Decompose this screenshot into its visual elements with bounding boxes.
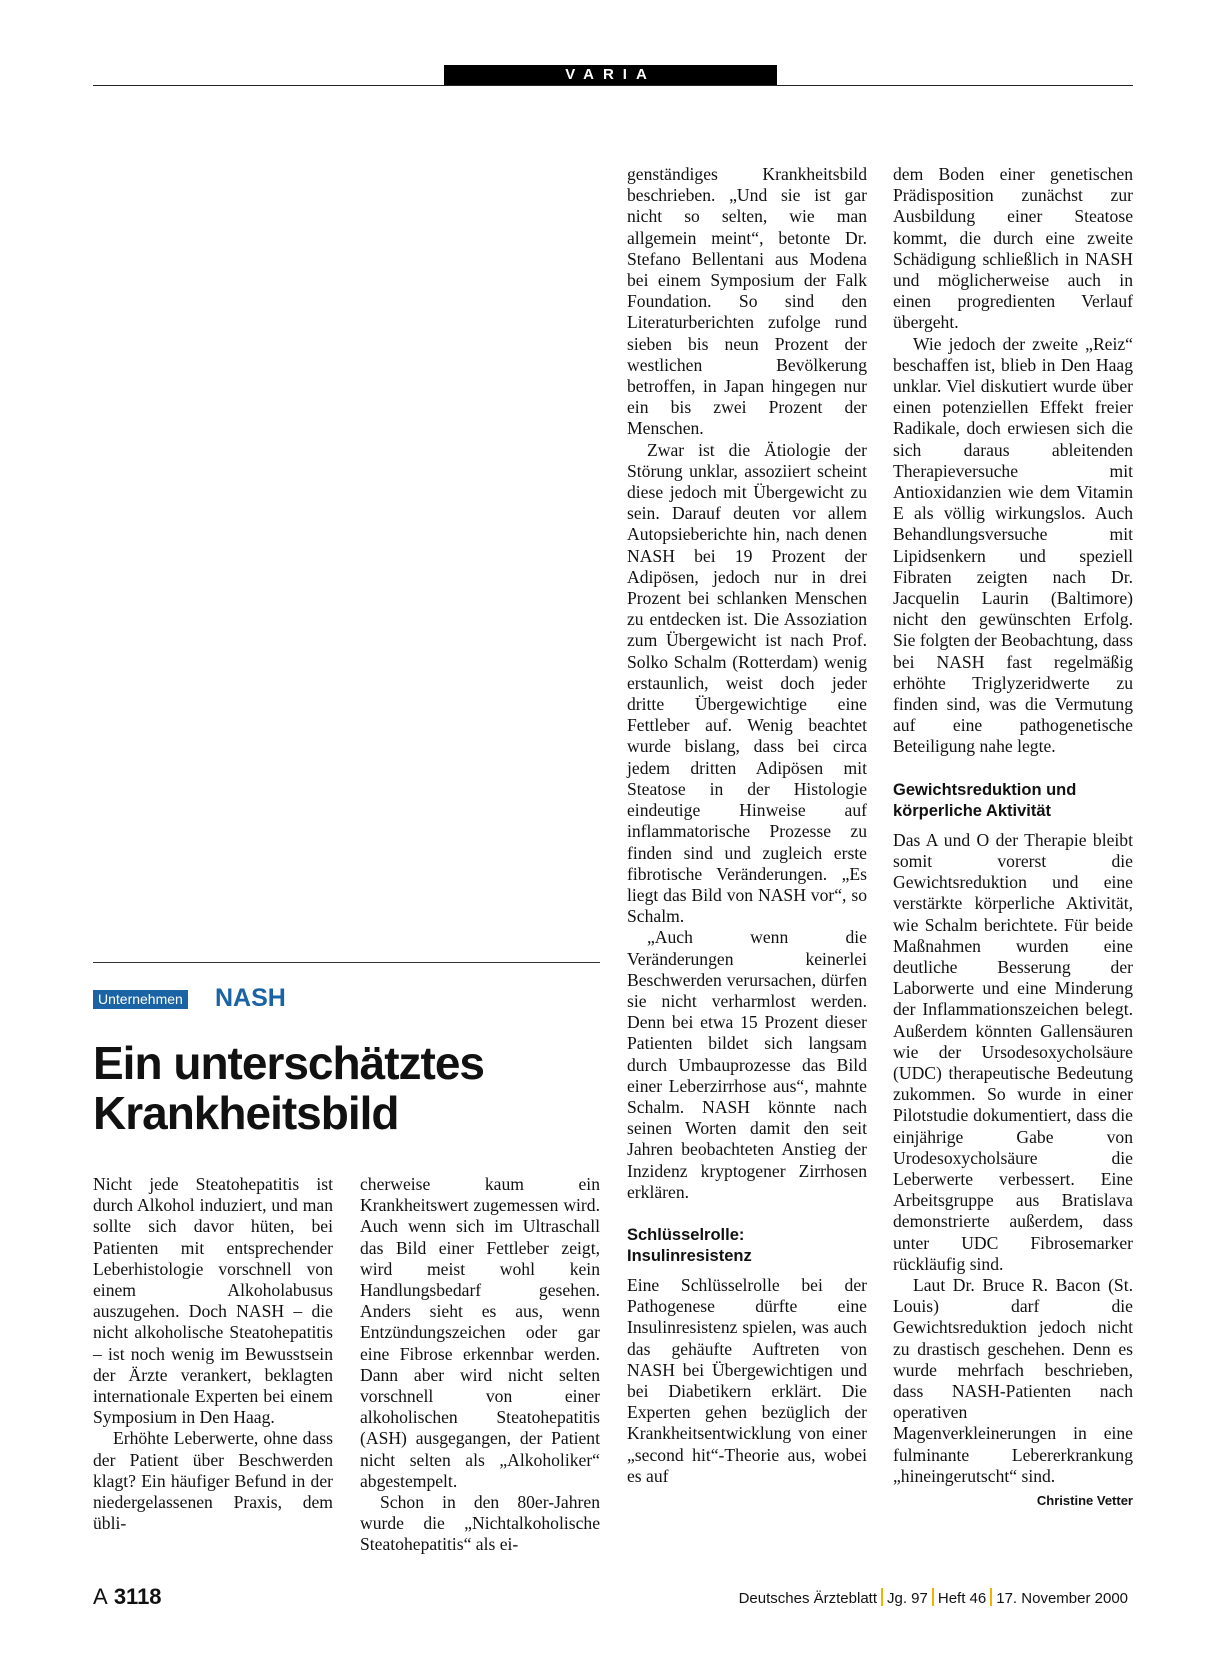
column-2 (360, 1174, 600, 1556)
paragraph: Erhöhte Leberwerte, ohne dass der Patient über Beschwerden klagt? Ein häufiger Befund in der niedergelassenen Praxis, dem übli- (93, 1428, 333, 1534)
section-label: VARIA (444, 65, 777, 85)
subheading-therapy: Gewichtsreduktion und körperliche Aktivität (893, 780, 1077, 820)
paragraph: Schon in den 80er-Jahren wurde die „Nichtalkoholische Steatohepatitis“ als ei- (360, 1492, 600, 1555)
subheading-insulin: Schlüsselrolle: Insulinresistenz (627, 1225, 752, 1265)
headline-line-1: Ein unterschätztes (93, 1037, 484, 1089)
paragraph: genständiges Krankheitsbild beschrieben. „Und sie ist gar nicht so selten, wie man allgemein meint“, betonte Dr. Stefano Bellentani aus Modena bei einem Symposium der Falk Foundation. So sind den Literaturberichten zufolge rund sieben bis neun Prozent der westlichen Bevölkerung betroffen, in Japan hingegen nur ein bis zwei Prozent der Menschen. (627, 164, 867, 439)
page-number (93, 1584, 162, 1610)
journal-volume: Jg. 97 (887, 1590, 928, 1607)
page-prefix: A (93, 1584, 108, 1609)
headline-rule (93, 962, 600, 963)
headline-line-2: Krankheitsbild (93, 1087, 399, 1139)
paragraph: cherweise kaum ein Krankheitswert zugemessen wird. Auch wenn sich im Ultraschall das Bild einer Fettleber zeigt, wird meist wohl kein Handlungsbedarf gesehen. Anders sieht es aus, wenn Entzündungszeichen oder gar eine Fibrose erkennbar werden. Dann aber wird nicht selten vorschnell von einer alkoholischen Steatohepatitis (ASH) ausgegangen, der Patient nicht selten als „Alkoholiker“ abgestempelt. (360, 1174, 600, 1491)
separator (881, 1588, 883, 1606)
paragraph: Nicht jede Steatohepatitis ist durch Alkohol induziert, und man sollte sich davor hüten, bei Patienten mit entsprechender Leberhistologie vorschnell von einem Alkoholabusus auszugehen. Doch NASH – die nicht alkoholische Steatohepatitis – ist noch wenig im Bewusstsein der Ärzte verankert, beklagten internationale Experten bei einem Symposium in Den Haag. (93, 1174, 333, 1428)
column-4 (893, 164, 1133, 1511)
separator (990, 1588, 992, 1606)
paragraph: Eine Schlüsselrolle bei der Pathogenese dürfte eine Insulinresistenz spielen, was auch das gehäufte Auftreten von NASH bei Übergewichtigen und bei Diabetikern erklärt. Die Experten gehen bezüglich der Krankheitsentwicklung von einer „second hit“-Theorie aus, wobei es auf (627, 1274, 867, 1486)
paragraph: Das A und O der Therapie bleibt somit vorerst die Gewichtsreduktion und eine verstärkte körperliche Aktivität, wie Schalm berichtete. Für beide Maßnahmen wurden eine deutliche Besserung der Laborwerte und eine Minderung der Inflammationszeichen belegt. Außerdem könnten Gallensäuren wie der Ursodesoxycholsäure (UDC) therapeutische Bedeutung zukommen. So wurde in einer Pilotstudie dokumentiert, dass die einjährige Gabe von Urodesoxycholsäure die Leberwerte verbessert. Eine Arbeitsgruppe aus Bratislava demonstrierte außerdem, dass unter UDC Fibrosemarker rückläufig sind. (893, 829, 1133, 1274)
journal-name: Deutsches Ärzteblatt (738, 1590, 877, 1607)
category-badge: Unternehmen (93, 990, 188, 1009)
article-kicker: NASH (215, 984, 286, 1012)
journal-info (739, 1588, 1128, 1607)
separator (932, 1588, 934, 1606)
journal-date: 17. November 2000 (996, 1590, 1128, 1607)
paragraph: Laut Dr. Bruce R. Bacon (St. Louis) darf die Gewichtsreduktion jedoch nicht zu drastisch geschehen. Denn es wurde mehrfach beschrieben, dass NASH-Patienten nach operativen Magenverkleinerungen in eine fulminante Lebererkrankung „hineingerutscht“ sind. Christine Vetter (893, 1275, 1133, 1487)
paragraph: Zwar ist die Ätiologie der Störung unklar, assoziiert scheint diese jedoch mit Übergewicht zu sein. Darauf deuten vor allem Autopsieberichte hin, nach denen NASH bei 19 Prozent der Adipösen, jedoch nur in drei Prozent bei schlanken Menschen zu entdecken ist. Die Assoziation zum Übergewicht ist nach Prof. Solko Schalm (Rotterdam) wenig erstaunlich, weist doch jeder dritte Übergewichtige eine Fettleber auf. Wenig beachtet wurde bislang, dass bei circa jedem dritten Adipösen mit Steatose in der Histologie eindeutige Hinweise auf inflammatorische Prozesse zu finden sind und zugleich erste fibrotische Veränderungen. „Es liegt das Bild von NASH vor“, so Schalm. (627, 439, 867, 927)
author-name: Christine Vetter (1036, 1492, 1133, 1508)
page-number-value: 3118 (113, 1584, 162, 1609)
journal-issue: Heft 46 (937, 1590, 987, 1607)
header-rule (93, 85, 1133, 86)
paragraph: Wie jedoch der zweite „Reiz“ beschaffen ist, blieb in Den Haag unklar. Viel diskutiert wurde über einen potenziellen Effekt freier Radikale, doch erwiesen sich die sich daraus ableitenden Therapieversuche mit Antioxidanzien wie dem Vitamin E als völlig wirkungslos. Auch Behandlungsversuche mit Lipidsenkern und speziell Fibraten zeigten nach Dr. Jacquelin Laurin (Baltimore) nicht den gewünschten Erfolg. Sie folgten der Beobachtung, dass bei NASH fast regelmäßig erhöhte Triglyzeridwerte zu finden sind, was die Vermutung auf eine pathogenetische Beteiligung nahe legte. (893, 333, 1133, 757)
paragraph: „Auch wenn die Veränderungen keinerlei Beschwerden verursachen, dürfen sie nicht verharmlost werden. Denn bei etwa 15 Prozent dieser Patienten bildet sich langsam durch Umbauprozesse das Bild einer Leberzirrhose aus“, mahnte Schalm. NASH könnte nach seinen Worten damit den seit Jahren beobachteten Anstieg der Inzidenz kryptogener Zirrhosen erklären. (627, 927, 867, 1202)
column-1 (93, 1174, 333, 1534)
article-headline (93, 1038, 613, 1138)
paragraph: dem Boden einer genetischen Prädisposition zunächst zur Ausbildung einer Steatose kommt, die durch eine zweite Schädigung schließlich in NASH und möglicherweise auch in einen progredienten Verlauf übergeht. (893, 164, 1133, 333)
column-3 (627, 164, 867, 1487)
